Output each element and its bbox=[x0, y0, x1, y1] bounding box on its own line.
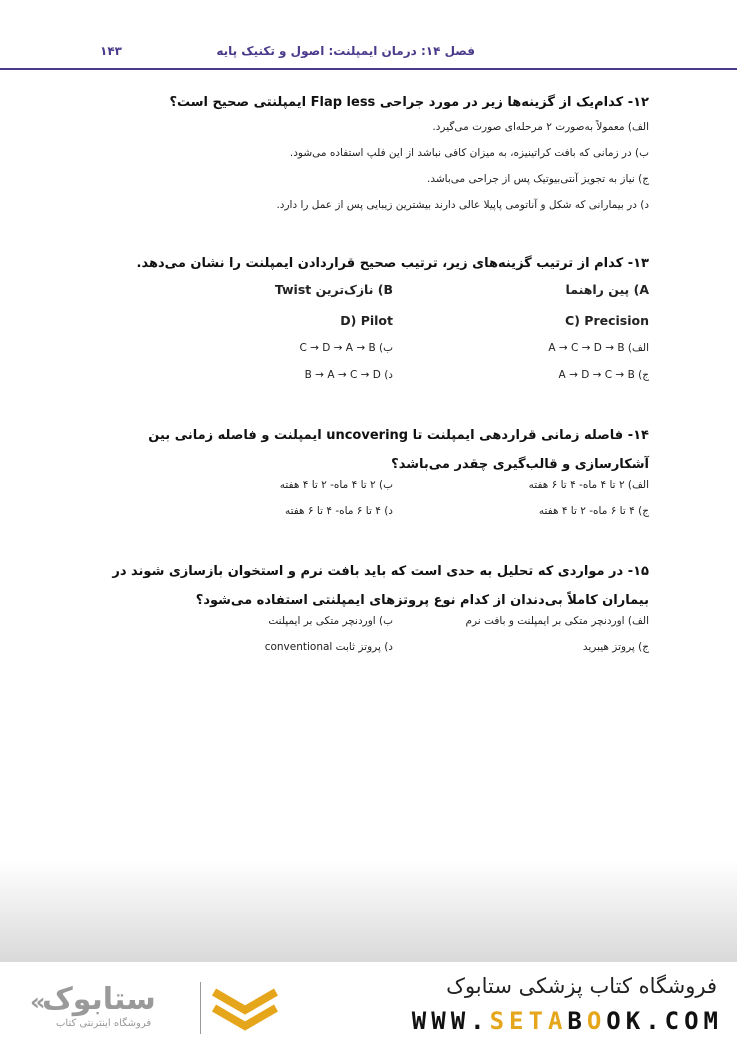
url-accent-1: SETA bbox=[489, 1007, 568, 1035]
q14-option-a: الف) ۲ تا ۴ ماه- ۴ تا ۶ هفته bbox=[528, 479, 649, 491]
url-accent-2: O bbox=[586, 1007, 607, 1035]
page-number: ۱۴۳ bbox=[100, 44, 122, 58]
question-15: ۱۵- در مواردی که تحلیل به حدی است که باید بافت نرم و استخوان بازسازی شوند در بیماران کاملاً بی‌دندان از کدام نوع پروتزهای ایمپلنتی استفاده می‌شود؟ bbox=[112, 564, 649, 608]
q13-item-a: A) پین راهنما bbox=[565, 282, 649, 297]
store-logo: ستابوک bbox=[42, 982, 156, 1017]
q13-option-d: د) B → A → C → D bbox=[304, 369, 393, 381]
question-12: ۱۲- کدام‌یک از گزینه‌ها زیر در مورد جراحی Flap less ایمپلنتی صحیح است؟ bbox=[169, 95, 649, 110]
q13-option-a: الف) A → C → D → B bbox=[548, 342, 649, 354]
q12-option-c: ج) نیاز به تجویز آنتی‌بیوتیک پس از جراحی می‌باشد. bbox=[427, 173, 649, 185]
q13-item-c: C) Precision bbox=[565, 313, 649, 328]
footer-shadow bbox=[0, 860, 737, 962]
store-footer bbox=[0, 962, 737, 1042]
q15-option-a: الف) اوردنچر متکی بر ایمپلنت و بافت نرم bbox=[465, 615, 649, 627]
book-logo-icon bbox=[210, 984, 280, 1036]
q15-option-d: د) پروتز ثابت conventional bbox=[264, 641, 393, 653]
q14-option-d: د) ۴ تا ۶ ماه- ۴ تا ۶ هفته bbox=[284, 505, 393, 517]
chevron-left-icon: « bbox=[30, 988, 46, 1016]
logo-divider bbox=[200, 982, 201, 1034]
question-14: ۱۴- فاصله زمانی قراردهی ایمپلنت تا uncovering ایمپلنت و فاصله زمانی بین آشکارسازی و قالب‌گیری چقدر می‌باشد؟ bbox=[148, 428, 649, 472]
q13-option-b: ب) C → D → A → B bbox=[299, 342, 393, 354]
url-mid: B bbox=[567, 1007, 587, 1035]
q15-option-c: ج) پروتز هیبرید bbox=[582, 641, 649, 653]
q13-item-d: D) Pilot bbox=[340, 313, 393, 328]
question-13: ۱۳- کدام از ترتیب گزینه‌های زیر، ترتیب صحیح قراردادن ایمپلنت را نشان می‌دهد. bbox=[136, 256, 649, 271]
q13-option-c: ج) A → D → C → B bbox=[558, 369, 649, 381]
url-suffix: OK.COM bbox=[606, 1007, 723, 1035]
q14-option-c: ج) ۴ تا ۶ ماه- ۲ تا ۴ هفته bbox=[538, 505, 649, 517]
url-prefix: WWW. bbox=[411, 1007, 490, 1035]
store-logo-subtitle: فروشگاه اینترنتی کتاب bbox=[56, 1018, 152, 1029]
q14-option-b: ب) ۲ تا ۴ ماه- ۲ تا ۴ هفته bbox=[279, 479, 393, 491]
q13-item-b: B) نازک‌ترین Twist bbox=[274, 282, 393, 297]
q12-option-d: د) در بیمارانی که شکل و آناتومی پاپیلا عالی دارند بیشترین زیبایی پس از عمل را دارد. bbox=[276, 199, 649, 211]
q15-option-b: ب) اوردنچر متکی بر ایمپلنت bbox=[268, 615, 393, 627]
q12-option-b: ب) در زمانی که بافت کراتینیزه، به میزان کافی نباشد از این فلپ استفاده می‌شود. bbox=[289, 147, 649, 159]
page-header bbox=[0, 0, 737, 70]
chapter-title: فصل ۱۴: درمان ایمپلنت: اصول و تکنیک پایه bbox=[216, 44, 475, 58]
q12-option-a: الف) معمولاً به‌صورت ۲ مرحله‌ای صورت می‌گیرد. bbox=[432, 121, 649, 133]
store-url[interactable] bbox=[412, 1007, 723, 1035]
store-name: فروشگاه کتاب پزشکی ستابوک bbox=[446, 974, 717, 998]
